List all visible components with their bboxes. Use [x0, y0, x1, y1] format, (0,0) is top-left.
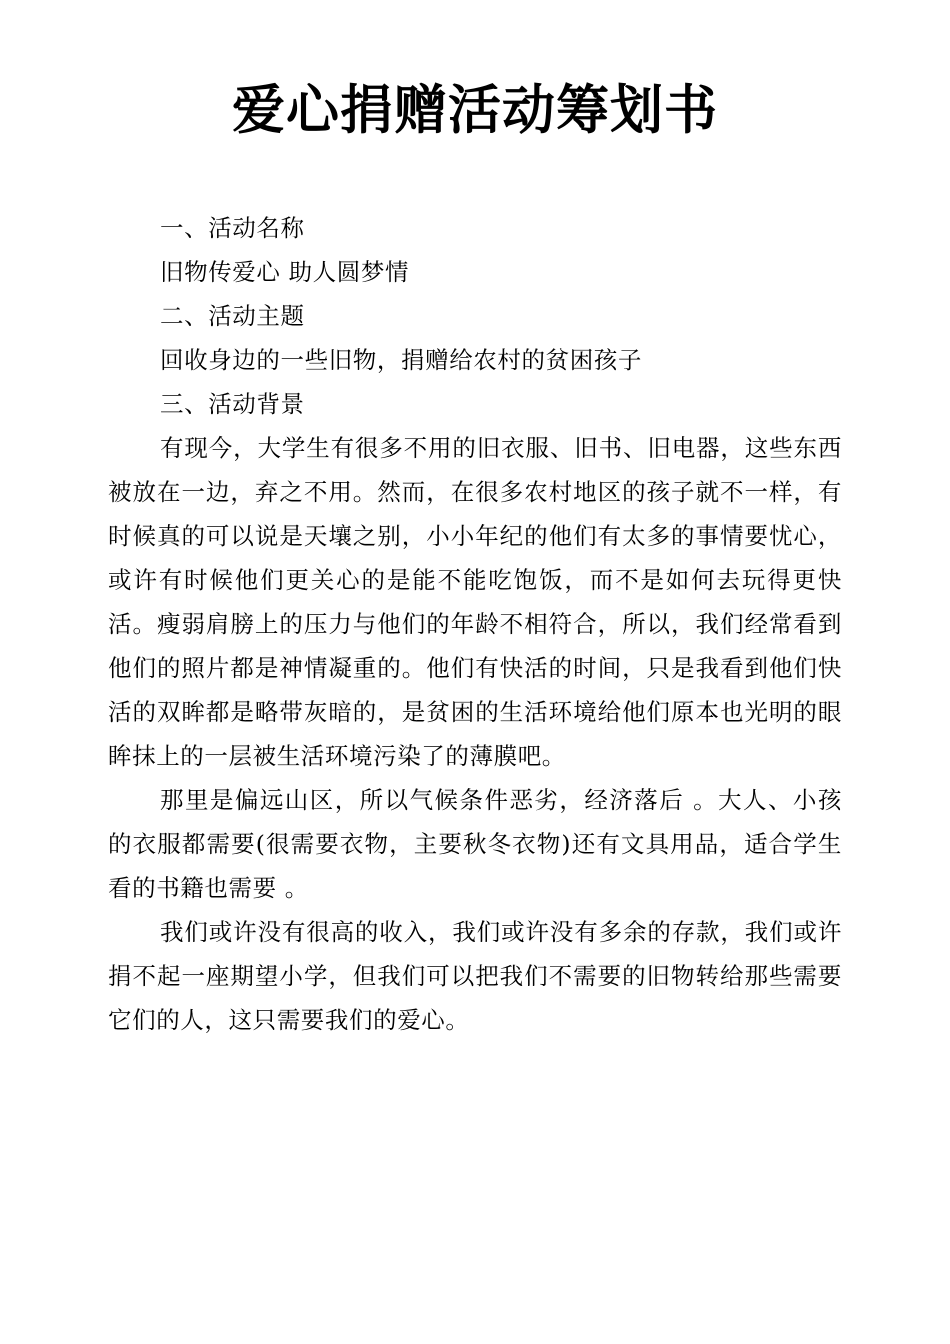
background-paragraph-2: 那里是偏远山区，所以气候条件恶劣，经济落后 。大人、小孩的衣服都需要(很需要衣物，主要秋冬衣物)还有文具用品，适合学生看的书籍也需要 。 [108, 786, 842, 902]
background-paragraph-3: 我们或许没有很高的收入，我们或许没有多余的存款，我们或许捐不起一座期望小学，但我们可以把我们不需要的旧物转给那些需要它们的人，这只需要我们的爱心。 [108, 918, 842, 1034]
background-paragraph-1: 有现今，大学生有很多不用的旧衣服、旧书、旧电器，这些东西被放在一边，弃之不用。然而，在很多农村地区的孩子就不一样，有时候真的可以说是天壤之别，小小年纪的他们有太多的事情要忧心，或许有时候他们更关心的是能不能吃饱饭，而不是如何去玩得更快活。瘦弱肩膀上的压力与他们的年龄不相符合，所以，我们经常看到他们的照片都是神情凝重的。他们有快活的时间，只是我看到他们快活的双眸都是略带灰暗的，是贫困的生活环境给他们原本也光明的眼眸抹上的一层被生活环境污染了的薄膜吧。 [108, 434, 842, 770]
activity-name-text: 旧物传爱心 助人圆梦情 [160, 258, 410, 286]
section-heading-activity-background: 三、活动背景 [160, 390, 305, 418]
section-heading-activity-name: 一、活动名称 [160, 214, 305, 242]
section-heading-activity-theme: 二、活动主题 [160, 302, 305, 330]
document-body [108, 206, 842, 1042]
document-title: 爱心捐赠活动筹划书 [232, 80, 718, 141]
activity-theme-text: 回收身边的一些旧物，捐赠给农村的贫困孩子 [160, 346, 642, 374]
